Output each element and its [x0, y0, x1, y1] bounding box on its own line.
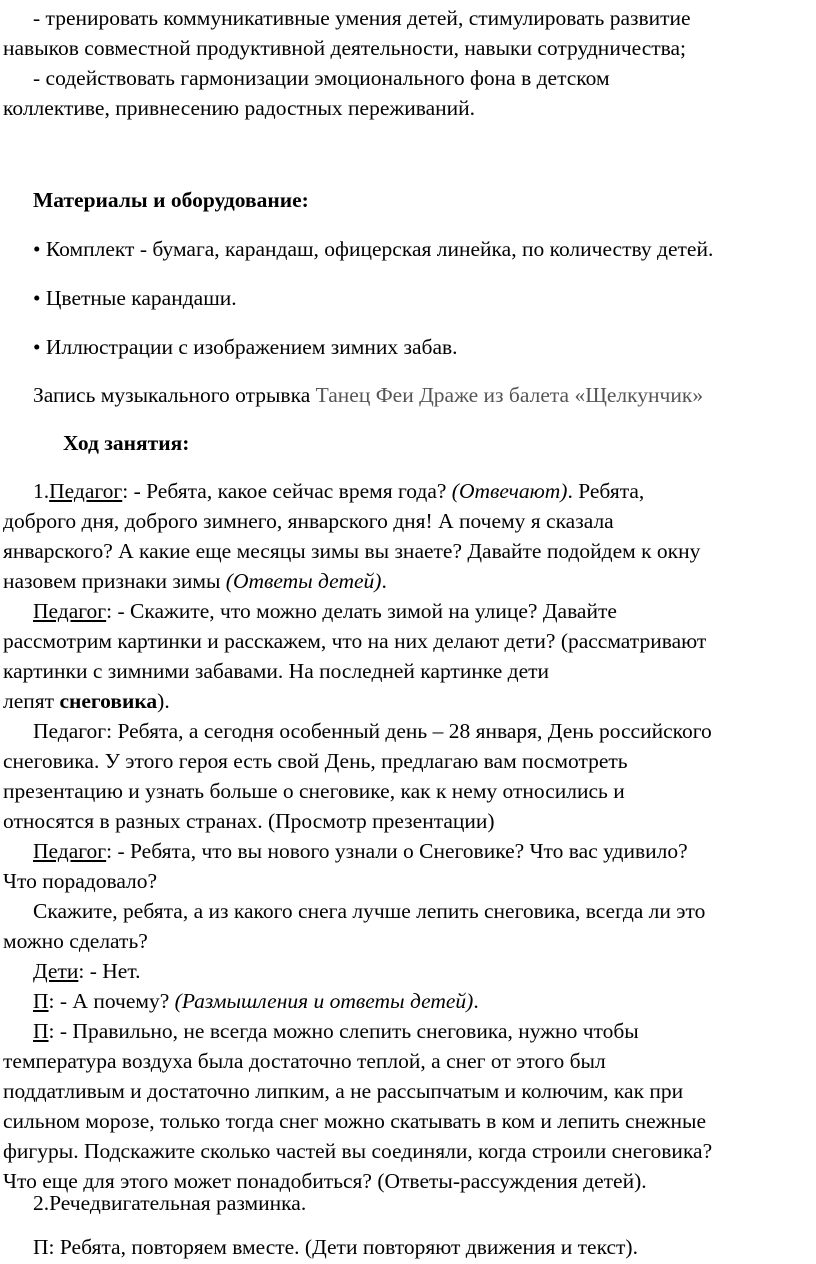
p1-speaker: Педагог [49, 479, 123, 503]
p4-text: : - Ребята, что вы нового узнали о Снеговике? Что вас удивило? [106, 839, 688, 863]
p1-tail: . Ребята, [567, 479, 645, 503]
p4-line-2: Что порадовало? [3, 869, 158, 893]
p1-text: : - Ребята, какое сейчас время года? [122, 479, 452, 503]
p1-line-3: январского? А какие еще месяцы зимы вы знаете? Давайте подойдем к окну [3, 539, 701, 563]
p10-line: П: Ребята, повторяем вместе. (Дети повторяют движения и текст). [33, 1235, 638, 1259]
p5-line-1: Скажите, ребята, а из какого снега лучше лепить снеговика, всегда ли это [33, 899, 706, 923]
materials-item-1: • Комплект - бумага, карандаш, офицерская линейка, по количеству детей. [33, 237, 714, 261]
goal-2-line-1: - содействовать гармонизации эмоционального фона в детском [33, 66, 610, 90]
p2-text: : - Скажите, что можно делать зимой на улице? Давайте [106, 599, 617, 623]
p7-text: : - А почему? [48, 989, 175, 1013]
p6-speaker: Дети [33, 959, 79, 983]
p8-text: : - Правильно, не всегда можно слепить снеговика, нужно чтобы [48, 1019, 639, 1043]
p6-line [33, 956, 140, 986]
p1-l4-text: назовем признаки зимы [3, 569, 226, 593]
p1-l4-italic: (Ответы детей) [225, 569, 382, 593]
p3-line-4: относятся в разных странах. (Просмотр презентации) [3, 809, 495, 833]
p7-tail: . [473, 989, 479, 1013]
goal-1-line-1: - тренировать коммуникативные умения детей, стимулировать развитие [33, 6, 691, 30]
p7-speaker: П [33, 989, 49, 1013]
p8-line-6: Что еще для этого может понадобиться? (Ответы-рассуждения детей). [3, 1169, 647, 1193]
p4-speaker: Педагог [33, 839, 107, 863]
p2-line-3: картинки с зимними забавами. На последней картинке дети [3, 659, 550, 683]
p2-l4-bold: снеговика [59, 689, 158, 713]
music-line [33, 380, 703, 410]
p1-number: 1. [33, 479, 50, 503]
p2-line-2: рассмотрим картинки и расскажем, что на них делают дети? (рассматривают [3, 629, 707, 653]
music-title: Танец Феи Драже из балета «Щелкунчик» [315, 383, 704, 407]
p8-line-2: температура воздуха была достаточно теплой, а снег от этого был [3, 1049, 606, 1073]
p8-line-5: фигуры. Подскажите сколько частей вы соединяли, когда строили снеговика? [3, 1139, 713, 1163]
materials-item-3: • Иллюстрации с изображением зимних забав. [33, 335, 458, 359]
p2-l4-tail: ). [157, 689, 170, 713]
p8-line-3: поддатливым и достаточно липким, а не рассыпчатым и колючим, как при [3, 1079, 684, 1103]
materials-heading: Материалы и оборудование: [33, 188, 309, 212]
music-prefix: Запись музыкального отрывка [33, 383, 311, 407]
p1-line-4 [3, 566, 387, 596]
p9-line: 2.Речедвигательная разминка. [33, 1191, 307, 1215]
p7-line [33, 986, 479, 1016]
p2-speaker: Педагог [33, 599, 107, 623]
p3-line-3: презентацию и узнать больше о снеговике, как к нему относились и [3, 779, 625, 803]
materials-item-2: • Цветные карандаши. [33, 286, 237, 310]
p2-l4-text: лепят [3, 689, 60, 713]
p1-italic: (Отвечают) [451, 479, 568, 503]
goal-2-line-2: коллективе, привнесению радостных переживаний. [3, 96, 476, 120]
p1-line-2: доброго дня, доброго зимнего, январского дня! А почему я сказала [3, 509, 614, 533]
p1-line-1 [33, 476, 644, 506]
p6-text: : - Нет. [78, 959, 141, 983]
p4-line-1 [33, 836, 688, 866]
p8-line-4: сильном морозе, только тогда снег можно скатывать в ком и лепить снежные [3, 1109, 707, 1133]
p1-l4-tail: . [381, 569, 387, 593]
p2-line-1 [33, 596, 617, 626]
p8-line-1 [33, 1016, 639, 1046]
p5-line-2: можно сделать? [3, 929, 148, 953]
goal-1-line-2: навыков совместной продуктивной деятельности, навыки сотрудничества; [3, 36, 687, 60]
p8-speaker: П [33, 1019, 49, 1043]
p3-line-2: снеговика. У этого героя есть свой День, предлагаю вам посмотреть [3, 749, 628, 773]
p7-italic: (Размышления и ответы детей) [174, 989, 474, 1013]
p3-line-1: Педагог: Ребята, а сегодня особенный день – 28 января, День российского [33, 719, 712, 743]
lesson-heading: Ход занятия: [63, 431, 190, 455]
p2-line-4 [3, 686, 170, 716]
